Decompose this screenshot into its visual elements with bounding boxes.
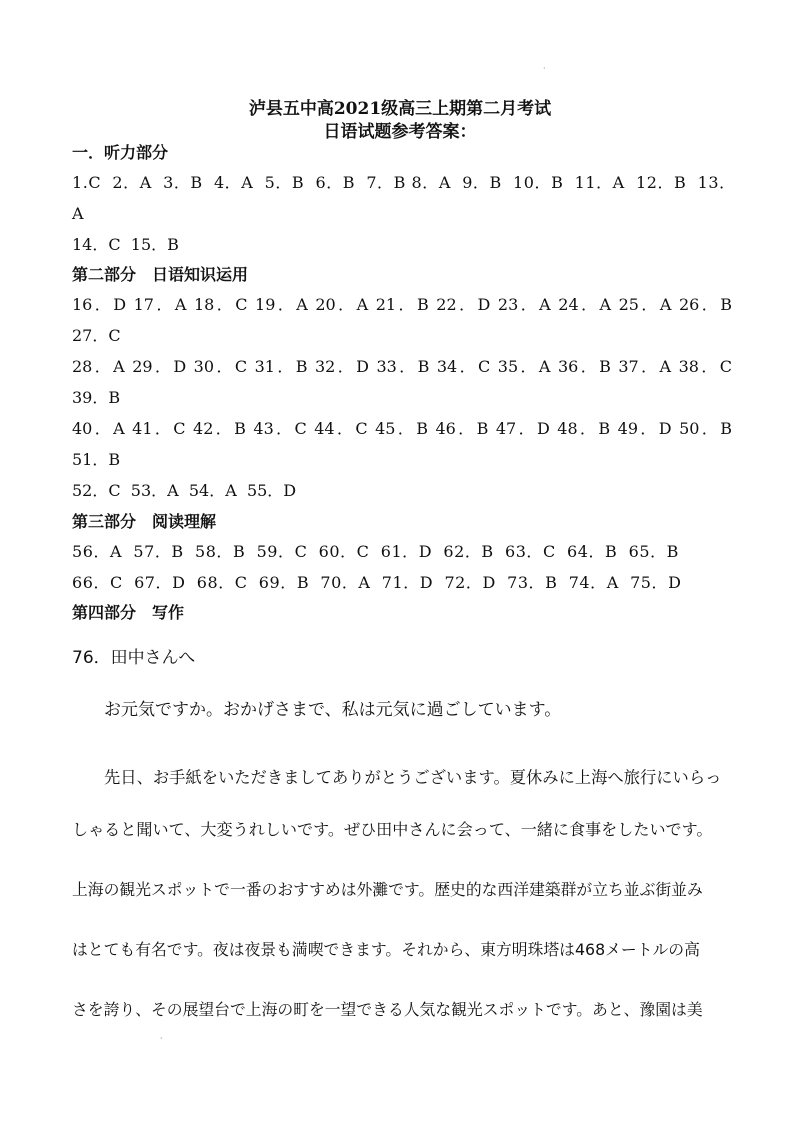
- answer-line: 56．A 57．B 58．B 59．C 60．C 61．D 62．B 63．C 64．B 65．B: [72, 542, 679, 561]
- answer-line: 27．C: [72, 326, 121, 345]
- answer-key-title: 日语试题参考答案：: [323, 122, 477, 142]
- letter-line: さを誇り、その展望台で上海の町を一望できる人気な観光スポットです。あと、豫園は美: [72, 1000, 703, 1019]
- answer-line: 1.C 2．A 3．B 4．A 5．B 6．B 7．B 8．A 9．B 10．B 11．A 12．B 13．: [72, 173, 736, 192]
- letter-line: はとても有名です。夜は夜景も満喫できます。それから、東方明珠塔は468メートルの高: [72, 940, 700, 959]
- section-heading-reading: 第三部分 阅读理解: [72, 512, 217, 531]
- answer-line: 66．C 67．D 68．C 69．B 70．A 71．D 72．D 73．B 74．A 75．D: [72, 573, 682, 592]
- letter-line: 先日、お手紙をいただきましてありがとうございます。夏休みに上海へ旅行にいらっ: [104, 768, 722, 787]
- answer-line: 28．A 29．D 30．C 31．B 32．D 33．B 34．C 35．A 36．B 37．A 38．C: [72, 357, 732, 376]
- letter-line: しゃると聞いて、大変うれしいです。ぜひ田中さんに会って、一緒に食事をしたいです。: [72, 820, 713, 839]
- letter-salutation: 76．田中さんへ: [72, 648, 196, 668]
- answer-line: A: [72, 204, 84, 223]
- answer-line: 51．B: [72, 450, 121, 469]
- letter-line: お元気ですか。おかげさまで、私は元気に過ごしています。: [104, 700, 562, 720]
- answer-line: 39．B: [72, 388, 121, 407]
- answer-line: 40．A 41．C 42．B 43．C 44．C 45．B 46．B 47．D 48．B 49．D 50．B: [72, 419, 732, 438]
- section-heading-listening: 一．听力部分: [72, 143, 169, 162]
- answer-line: 16．D 17．A 18．C 19．A 20．A 21．B 22．D 23．A 24．A 25．A 26．B: [72, 295, 732, 314]
- section-heading-writing: 第四部分 写作: [72, 603, 185, 622]
- answer-line: 14．C 15．B: [72, 235, 179, 254]
- exam-title: 泸县五中高2021级高三上期第二月考试: [248, 99, 552, 119]
- letter-line: 上海の観光スポットで一番のおすすめは外灘です。歴史的な西洋建築群が立ち並ぶ街並み: [72, 880, 703, 899]
- scan-speck: ·: [160, 1034, 163, 1043]
- scan-speck: ·: [543, 64, 546, 73]
- section-heading-knowledge: 第二部分 日语知识运用: [72, 265, 249, 284]
- answer-line: 52．C 53．A 54．A 55．D: [72, 481, 297, 500]
